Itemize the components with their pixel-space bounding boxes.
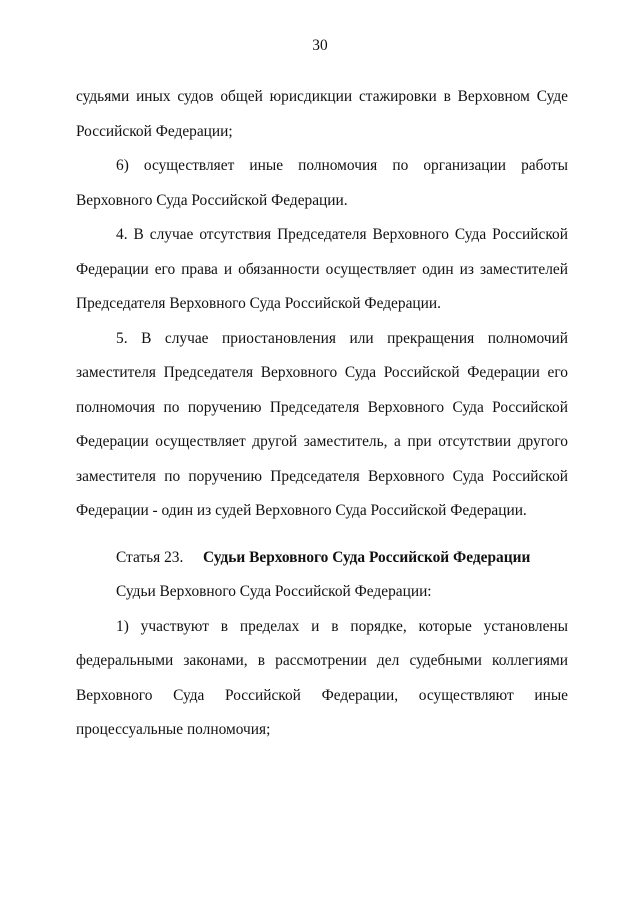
text-line: Федерации осуществляет другой заместитель, а при отсутствии другого	[76, 433, 568, 450]
text-line: Российской Федерации;	[76, 122, 233, 140]
text-line: 6) осуществляет иные полномочия по организации работы	[116, 157, 568, 174]
paragraph-continuation	[76, 80, 568, 149]
text-line: полномочия по поручению Председателя Верховного Суда Российской	[76, 398, 568, 416]
spacer	[76, 529, 568, 541]
article-number: Статья 23.	[116, 548, 184, 566]
text-line: судьями иных судов общей юрисдикции стажировки в Верховном Суде	[76, 88, 568, 105]
document-body	[76, 80, 568, 748]
article-heading	[76, 541, 568, 576]
page-number: 30	[312, 37, 328, 54]
text-line: заместителя Председателя Верховного Суда Российской Федерации его	[76, 364, 568, 381]
text-line: 5. В случае приостановления или прекращения полномочий	[116, 329, 568, 347]
text-line: Верховного Суда Российской Федерации.	[76, 191, 348, 209]
text-line: федеральными законами, в рассмотрении дел судебными коллегиями	[76, 652, 568, 669]
text-line: 4. В случае отсутствия Председателя Верховного Суда Российской	[116, 226, 568, 243]
paragraph-part-4	[76, 218, 568, 322]
text-line: 1) участвуют в пределах и в порядке, которые установлены	[116, 617, 568, 635]
text-line: Федерации - один из судей Верховного Суда Российской Федерации.	[76, 502, 527, 519]
text-line: заместителя по поручению Председателя Верховного Суда Российской	[76, 467, 568, 485]
text-line: Председателя Верховного Суда Российской Федерации.	[76, 295, 441, 312]
text-line: Федерации его права и обязанности осуществляет один из заместителей	[76, 260, 568, 278]
paragraph-item-6	[76, 149, 568, 218]
text-line: процессуальные полномочия;	[76, 721, 271, 738]
paragraph-part-5	[76, 322, 568, 529]
article-title: Судьи Верховного Суда Российской Федерации	[203, 548, 531, 566]
paragraph-item-1	[76, 610, 568, 748]
text-line: Верховного Суда Российской Федерации, осуществляют иные	[76, 686, 568, 704]
article-intro: Судьи Верховного Суда Российской Федерации:	[116, 583, 432, 600]
